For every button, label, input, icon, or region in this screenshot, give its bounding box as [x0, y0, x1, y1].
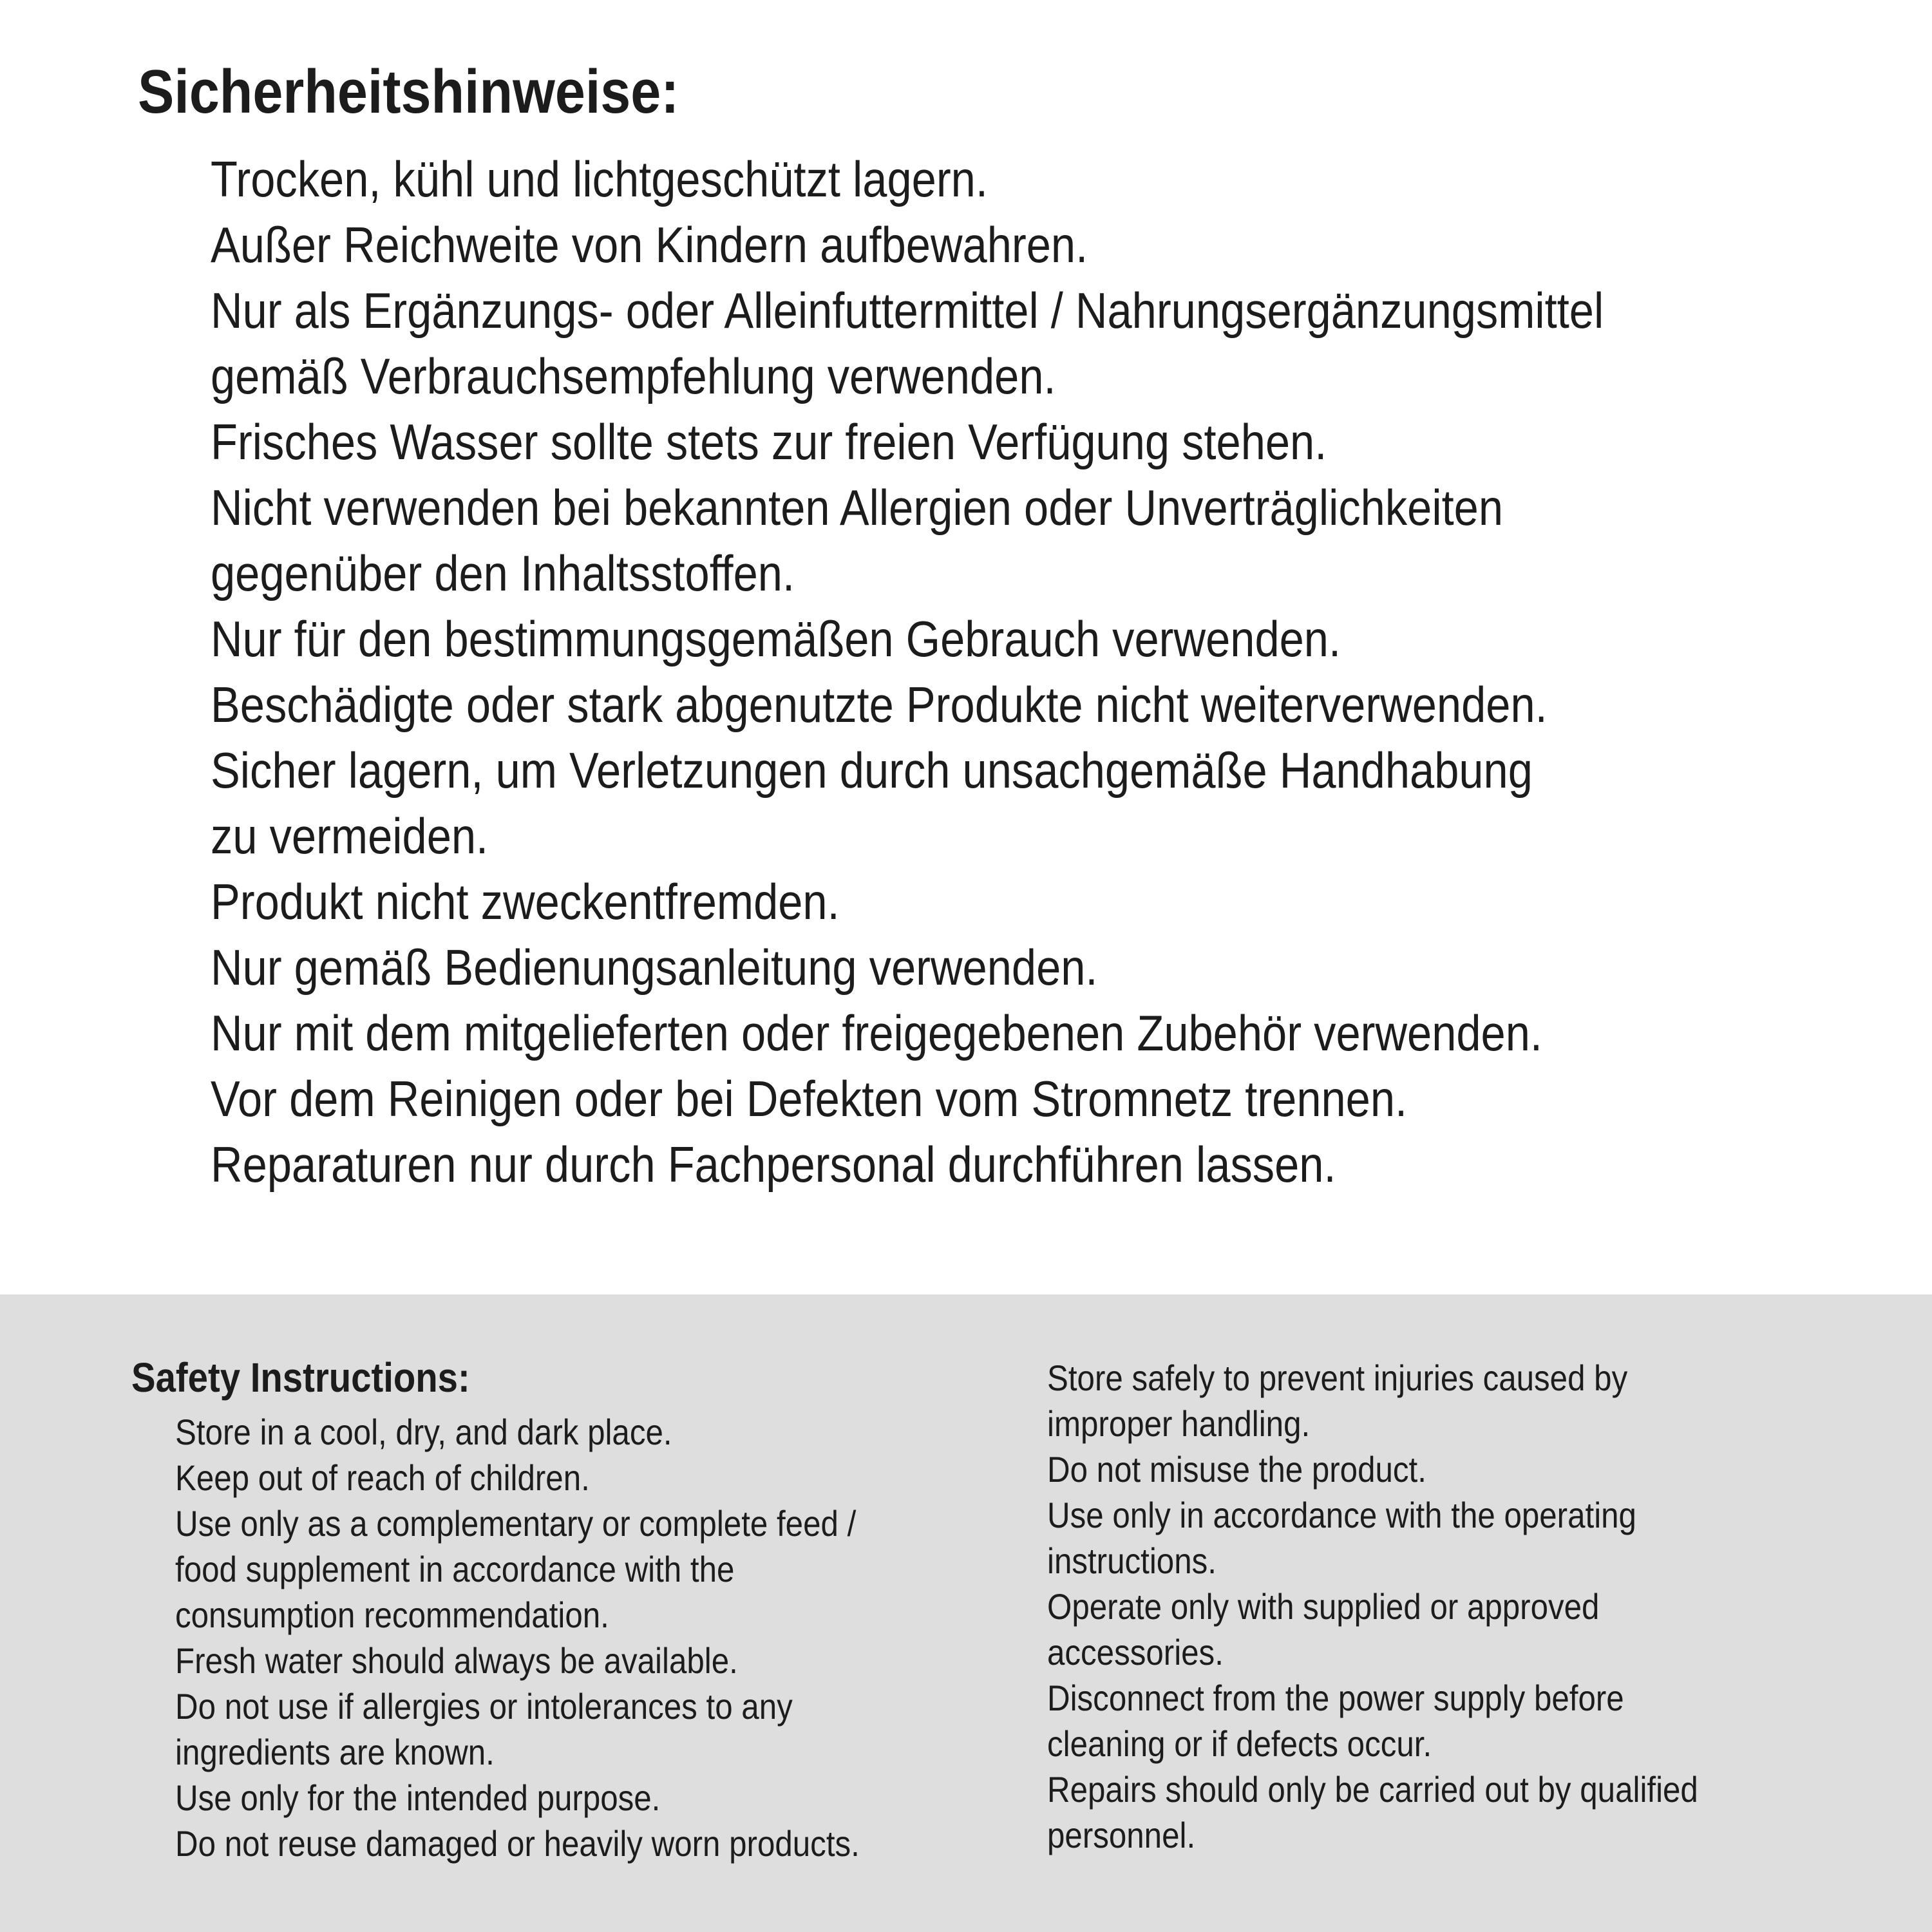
- list-item: [152, 1821, 953, 1866]
- bullet-line-text: instructions.: [1047, 1540, 1217, 1581]
- bullet-icon: [171, 737, 211, 749]
- bullet-line-text: Use only for the intended purpose.: [175, 1777, 661, 1818]
- list-item: [1025, 1492, 1787, 1584]
- english-bullet-list-right: [1025, 1355, 1787, 1858]
- list-item: [171, 475, 1794, 606]
- list-item: [152, 1638, 953, 1683]
- bullet-line-text: Keep out of reach of children.: [175, 1457, 590, 1498]
- bullet-line-text: Disconnect from the power supply before: [1047, 1678, 1624, 1718]
- bullet-icon: [171, 672, 211, 683]
- bullet-line-text: improper handling.: [1047, 1403, 1311, 1444]
- bullet-line-text: Operate only with supplied or approved: [1047, 1586, 1600, 1627]
- bullet-line-text: Fresh water should always be available.: [175, 1640, 738, 1681]
- bullet-line-text: Use only in accordance with the operating: [1047, 1495, 1636, 1535]
- bullet-line-text: food supplement in accordance with the: [175, 1549, 735, 1589]
- list-item: [171, 672, 1794, 737]
- german-heading-text: Sicherheitshinweise:: [138, 57, 679, 126]
- bullet-icon: [171, 146, 211, 158]
- bullet-icon: [171, 1132, 211, 1143]
- list-item: [171, 146, 1794, 212]
- bullet-line-text: Nur gemäß Bedienungsanleitung verwenden.: [211, 939, 1098, 996]
- german-bullet-list: [171, 146, 1794, 1197]
- bullet-icon: [171, 212, 211, 223]
- bullet-line-text: ingredients are known.: [175, 1732, 495, 1772]
- list-item: [152, 1409, 953, 1455]
- list-item: [1025, 1446, 1787, 1492]
- bullet-line-text: Nur für den bestimmungsgemäßen Gebrauch verwenden.: [211, 611, 1341, 667]
- list-item: [152, 1501, 953, 1638]
- bullet-icon: [171, 869, 211, 880]
- bullet-line-text: Frisches Wasser sollte stets zur freien Verfügung stehen.: [211, 413, 1327, 470]
- bullet-line-text: Reparaturen nur durch Fachpersonal durchführen lassen.: [211, 1136, 1336, 1193]
- list-item: [152, 1455, 953, 1501]
- list-item: [171, 278, 1794, 409]
- bullet-line-text: Nur mit dem mitgelieferten oder freigegebenen Zubehör verwenden.: [211, 1005, 1542, 1061]
- english-heading: [131, 1354, 516, 1401]
- bullet-icon: [171, 606, 211, 618]
- bullet-line-text: consumption recommendation.: [175, 1595, 609, 1635]
- bullet-line-text: Do not misuse the product.: [1047, 1449, 1426, 1490]
- bullet-line-text: zu vermeiden.: [211, 808, 489, 864]
- bullet-line-text: Nicht verwenden bei bekannten Allergien oder Unverträglichkeiten: [211, 479, 1504, 536]
- bullet-icon: [171, 934, 211, 946]
- list-item: [171, 869, 1794, 934]
- list-item: [171, 1132, 1794, 1197]
- bullet-icon: [171, 1066, 211, 1077]
- bullet-line-text: Use only as a complementary or complete feed /: [175, 1503, 857, 1544]
- list-item: [1025, 1675, 1787, 1766]
- english-bullet-list-left: [152, 1409, 953, 1866]
- bullet-icon: [171, 278, 211, 289]
- list-item: [171, 934, 1794, 1000]
- bullet-line-text: Store safely to prevent injuries caused by: [1047, 1358, 1628, 1398]
- list-item: [152, 1683, 953, 1775]
- bullet-line-text: Nur als Ergänzungs- oder Alleinfuttermittel / Nahrungsergänzungsmittel: [211, 282, 1604, 339]
- bullet-line-text: Store in a cool, dry, and dark place.: [175, 1412, 672, 1452]
- bullet-line-text: Beschädigte oder stark abgenutzte Produkte nicht weiterverwenden.: [211, 676, 1548, 733]
- bullet-icon: [171, 409, 211, 421]
- list-item: [171, 1000, 1794, 1066]
- bullet-line-text: Repairs should only be carried out by qualified: [1047, 1769, 1698, 1810]
- bullet-line-text: Do not reuse damaged or heavily worn products.: [175, 1823, 860, 1864]
- list-item: [171, 212, 1794, 278]
- list-item: [1025, 1584, 1787, 1675]
- list-item: [1025, 1355, 1787, 1446]
- list-item: [171, 1066, 1794, 1132]
- bullet-icon: [171, 1000, 211, 1012]
- bullet-line-text: gegenüber den Inhaltsstoffen.: [211, 545, 795, 601]
- english-heading-text: Safety Instructions:: [131, 1354, 470, 1401]
- list-item: [171, 737, 1794, 869]
- bullet-line-text: Vor dem Reinigen oder bei Defekten vom Stromnetz trennen.: [211, 1070, 1408, 1127]
- list-item: [1025, 1766, 1787, 1858]
- bullet-line-text: Produkt nicht zweckentfremden.: [211, 873, 840, 930]
- bullet-line-text: personnel.: [1047, 1815, 1196, 1855]
- bullet-line-text: Sicher lagern, um Verletzungen durch unsachgemäße Handhabung: [211, 742, 1533, 799]
- bullet-line-text: cleaning or if defects occur.: [1047, 1723, 1432, 1764]
- list-item: [171, 409, 1794, 475]
- bullet-line-text: Trocken, kühl und lichtgeschützt lagern.: [211, 151, 988, 207]
- bullet-line-text: Do not use if allergies or intolerances to any: [175, 1686, 793, 1727]
- list-item: [152, 1775, 953, 1821]
- german-heading: [138, 57, 753, 126]
- list-item: [171, 606, 1794, 672]
- bullet-line-text: Außer Reichweite von Kindern aufbewahren.: [211, 216, 1088, 273]
- bullet-line-text: accessories.: [1047, 1632, 1224, 1672]
- bullet-line-text: gemäß Verbrauchsempfehlung verwenden.: [211, 348, 1056, 404]
- bullet-icon: [171, 475, 211, 486]
